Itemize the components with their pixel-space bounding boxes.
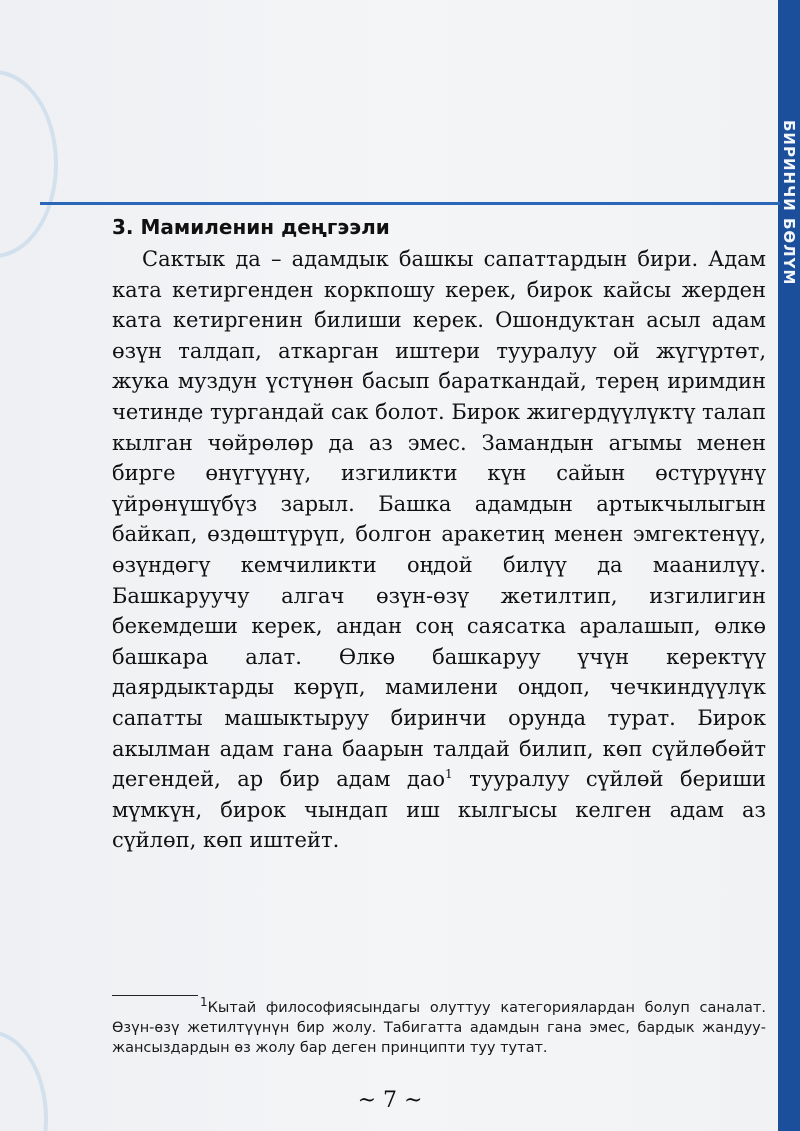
main-content [112,212,766,856]
paragraph-text: Сактык да – адамдык башкы сапаттардын бири. Адам ката кетиргенден коркпошу керек, бирок кайсы жерден ката кетиргенин билиши керек. Ошондуктан асыл адам өзүн талдап, аткарган иштери тууралуу ой жүгүртөт, жука муздун үстүнөн басып бараткандай, терең иримдин четинде тургандай сак болот. Бирок жигердүүлүктү талап кылган чөйрөлөр да аз эмес. Замандын агымы менен бирге өнүгүүнү, изгиликти күн сайын өстүрүүнү үйрөнүшүбүз зарыл. Башка адамдын артыкчылыгын байкап, өздөштүрүп, болгон аракетиң менен эмгектенүү, өзүндөгү кемчиликти оңдой билүү да маанилүү. Башкаруучу алгач өзүн-өзү жетилтип, изгилигин бекемдеши керек, андан соң саясатка аралашып, өлкө башкара алат. Өлкө башкаруу үчүн керектүү даярдыктарды көрүп, мамилени оңдоп, чечкиндүүлүк сапатты машыктыруу биринчи орунда турат. Бирок акылман адам гана баарын талдай билип, көп сүйлөбөйт дегендей, ар бир адам дао [112,247,766,792]
section-heading: 3. Мамиленин деңгээли [112,215,390,239]
footnote-separator [112,995,198,996]
footnote-text: Кытай философиясындагы олуттуу категориялардан болуп саналат. Өзүн-өзү жетилтүүнүн бир жолу. Табигатта адамдын гана эмес, бардык жандуу-жансыздардын өз жолу бар деген принципти туу тутат. [112,1000,766,1056]
footnote-reference[interactable]: 1 [445,767,453,782]
footnote-marker: 1 [200,995,208,1010]
header-rule [40,202,780,205]
footnote [112,995,766,1058]
paragraph-text-end: тууралуу сүйлөй бериши мүмкүн, бирок чындап иш кылгысы келген адам аз сүйлөп, көп иштейт. [112,767,766,853]
chapter-side-label: БИРИНЧИ БӨЛҮМ [780,120,798,286]
body-paragraph [112,244,766,856]
watermark-seal [0,70,58,258]
watermark-seal [0,1030,48,1131]
page-number: ~ 7 ~ [357,1088,423,1113]
